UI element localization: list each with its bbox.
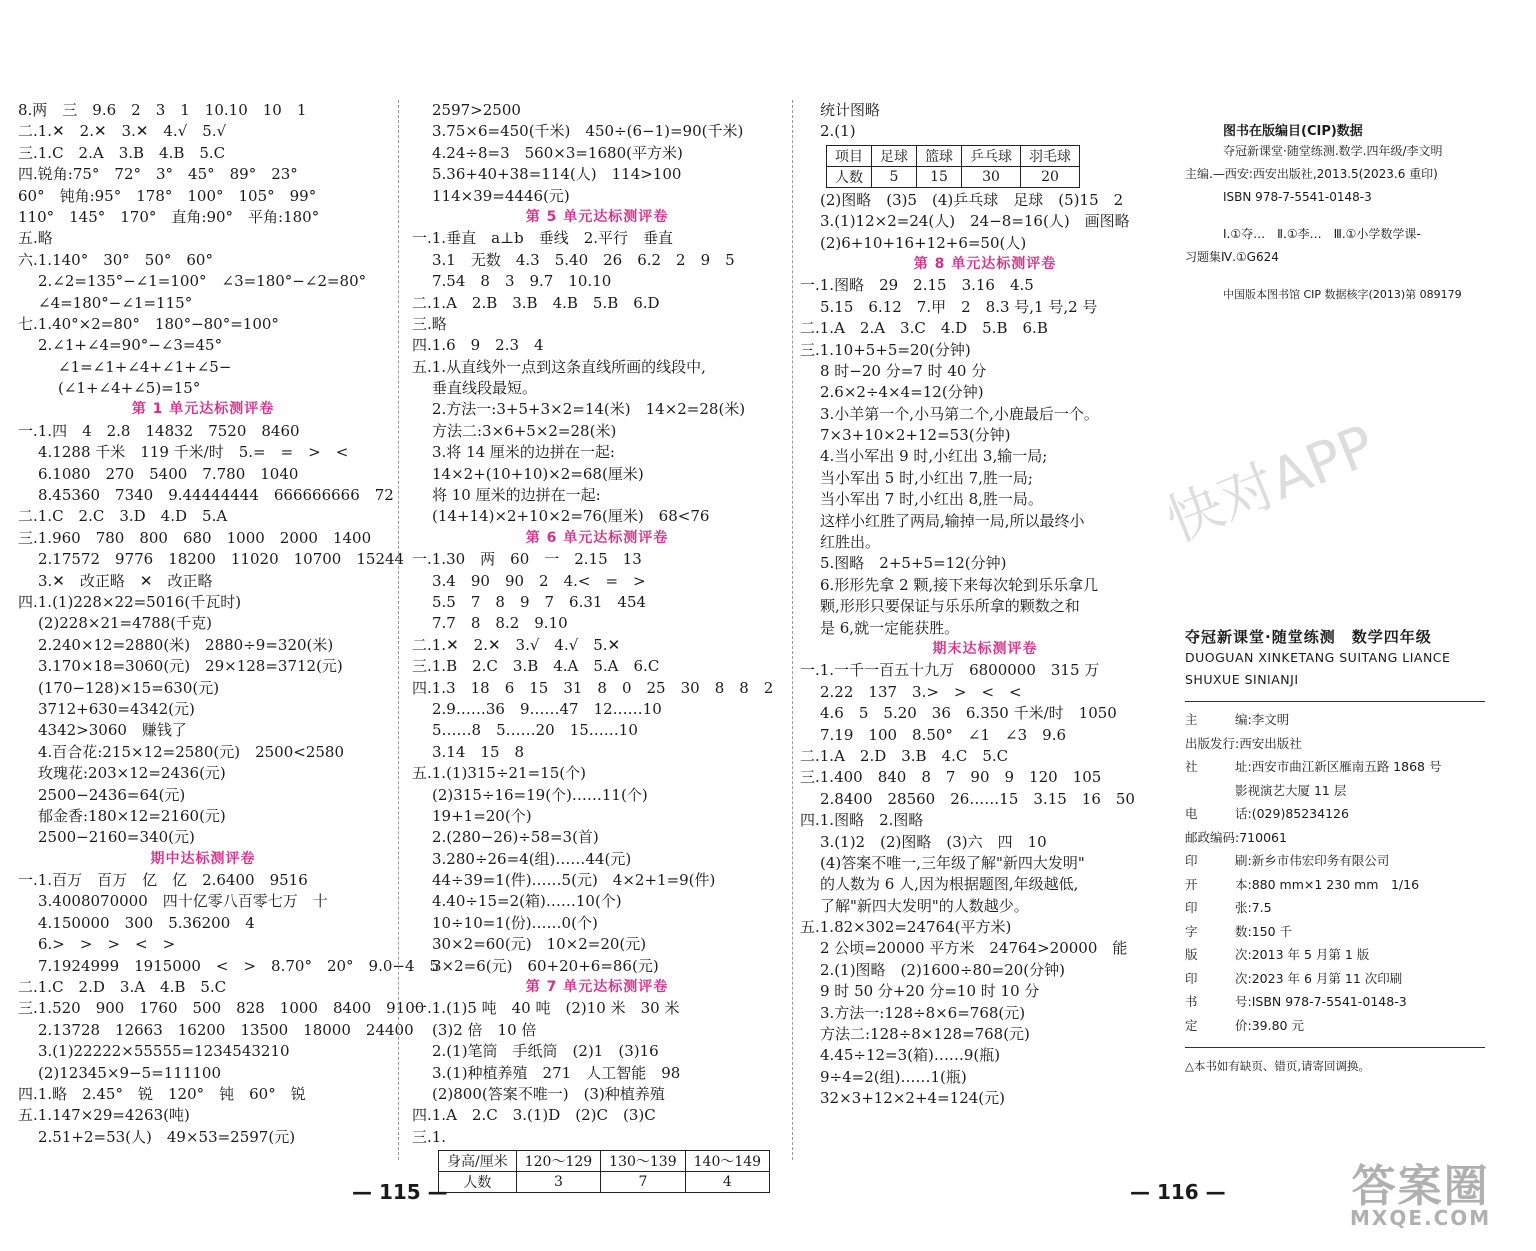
answer-line: 2.(1) xyxy=(820,122,856,141)
answer-line: 7.19 100 8.50° ∠1 ∠3 9.6 xyxy=(820,725,1067,744)
section-heading: 第 8 单元达标测评卷 xyxy=(913,255,1057,272)
imprint-row xyxy=(1185,943,1520,967)
answer-line: 七.1.40°×2=80° 180°−80°=100° xyxy=(18,314,279,333)
page-number-right: — 116 — xyxy=(1130,1180,1226,1204)
answer-line: 10÷10=1(份)……0(个) xyxy=(432,913,598,932)
imprint-row xyxy=(1185,849,1520,873)
answer-line: 五.略 xyxy=(18,229,53,248)
section-heading: 第 7 单元达标测评卷 xyxy=(525,979,669,996)
answer-line: 三.1.960 780 800 680 1000 2000 1400 xyxy=(18,528,372,547)
answer-line: (170−128)×15=630(元) xyxy=(38,678,220,697)
answer-line: 三.1.B 2.C 3.B 4.A 5.A 6.C xyxy=(412,657,660,676)
answer-line: 三.略 xyxy=(412,314,447,333)
imprint-value: 话:(029)85234126 xyxy=(1235,806,1349,821)
answer-line: 3.✕ 改正略 ✕ 改正略 xyxy=(38,571,213,590)
imprint-row xyxy=(1185,708,1520,732)
pinyin-line-1: DUOGUAN XINKETANG SUITANG LIANCE xyxy=(1185,650,1451,665)
answer-line: 2.(280−26)÷58=3(首) xyxy=(432,828,599,847)
answer-line: 统计图略 xyxy=(820,101,881,119)
answer-line: 3.(1)种植养殖 271 人工智能 98 xyxy=(432,1063,681,1082)
imprint-row xyxy=(1185,755,1520,779)
answer-line: 三.1. xyxy=(412,1127,447,1146)
answer-line: 3.4 90 90 2 4.< = > xyxy=(432,571,646,590)
imprint-rows xyxy=(1185,708,1520,1037)
answer-line: 2.(1)笔筒 手纸筒 (2)1 (3)16 xyxy=(432,1042,659,1061)
answer-line: 4.150000 300 5.36200 4 xyxy=(38,913,255,932)
answer-line: (4)答案不唯一,三年级了解"新四大发明" xyxy=(820,853,1085,872)
answer-line: 四.1.6 9 2.3 4 xyxy=(412,336,544,355)
answer-line: 9÷4=2(组)……1(瓶) xyxy=(820,1067,967,1086)
table-row xyxy=(439,1151,770,1172)
answer-line: 红胜出。 xyxy=(820,533,881,552)
answer-line: 了解"新四大发明"的人数越少。 xyxy=(820,896,1029,915)
answer-line: 8 时−20 分=7 时 40 分 xyxy=(820,361,987,380)
answer-line: 3.75×6=450(千米) 450÷(6−1)=90(千米) xyxy=(432,122,744,141)
answer-line: 五.1.82×302=24764(平方米) xyxy=(800,918,1012,937)
answer-line: 6.形形先拿 2 颗,接下来每次轮到乐乐拿几 xyxy=(820,575,1099,594)
table-cell: 项目 xyxy=(827,145,872,166)
answer-line: 2.∠1+∠4=90°−∠3=45° xyxy=(38,336,223,355)
table-cell: 5 xyxy=(872,166,917,187)
table-cell: 篮球 xyxy=(917,145,962,166)
answer-line: 6.> > > < > xyxy=(38,935,176,954)
imprint-key: 印 xyxy=(1185,853,1198,868)
answer-line: 三.1.C 2.A 3.B 4.B 5.C xyxy=(18,143,226,162)
table-cell: 乒乓球 xyxy=(962,145,1021,166)
answer-line: 三.1.10+5+5=20(分钟) xyxy=(800,340,971,359)
answer-line: 14×2+(10+10)×2=68(厘米) xyxy=(432,464,644,483)
answer-line: 二.1.C 2.C 3.D 4.D 5.A xyxy=(18,507,228,526)
answer-line: 3.14 15 8 xyxy=(432,742,525,761)
answer-line: 是 6,就一定能获胜。 xyxy=(820,618,960,637)
answer-line: 5……8 5……20 15……10 xyxy=(432,721,638,740)
answer-line: 二.1.✕ 2.✕ 3.✕ 4.√ 5.√ xyxy=(18,122,227,141)
answer-line: 五.1.147×29=4263(吨) xyxy=(18,1106,190,1125)
table-cell: 20 xyxy=(1021,166,1080,187)
answer-line: 一.1.四 4 2.8 14832 7520 8460 xyxy=(18,421,300,440)
imprint-block xyxy=(1185,626,1520,1074)
answer-line: 60° 钝角:95° 178° 100° 105° 99° xyxy=(18,186,317,205)
answer-line: 3.方法一:128÷8×6=768(元) xyxy=(820,1003,1026,1022)
table-cell: 130～139 xyxy=(601,1151,685,1172)
imprint-value: :西安出版社 xyxy=(1235,735,1302,751)
answer-line: 六.1.140° 30° 50° 60° xyxy=(18,250,213,269)
answer-line: 五.1.(1)315÷21=15(个) xyxy=(412,764,586,783)
answer-line: 3.170×18=3060(元) 29×128=3712(元) xyxy=(38,657,343,676)
answer-line: 4.6 5 5.20 36 6.350 千米/时 1050 xyxy=(820,704,1117,723)
stats-table xyxy=(826,145,1080,188)
answer-line: 4.45÷12=3(箱)……9(瓶) xyxy=(820,1046,1001,1065)
answer-line: 二.1.A 2.A 3.C 4.D 5.B 6.B xyxy=(800,319,1048,338)
answer-line: 7×3+10×2+12=53(分钟) xyxy=(820,426,1011,445)
table-cell: 4 xyxy=(685,1172,769,1193)
table-cell: 人数 xyxy=(439,1172,517,1193)
answer-line: 7.54 8 3 9.7 10.10 xyxy=(432,272,612,291)
answer-line: 3.4008070000 四十亿零八百零七万 十 xyxy=(38,892,328,911)
imprint-row xyxy=(1185,779,1520,803)
answer-line: 5.5 7 8 9 7 6.31 454 xyxy=(432,592,647,611)
answer-line: 垂直线段最短。 xyxy=(432,379,538,398)
cip-isbn: ISBN 978-7-5541-0148-3 xyxy=(1223,190,1372,204)
logo-text: 答案圈 xyxy=(1351,1161,1490,1212)
answer-line: 3.(1)2 (2)图略 (3)六 四 10 xyxy=(820,832,1047,851)
imprint-row xyxy=(1185,802,1520,826)
table-row xyxy=(439,1172,770,1193)
answer-line: 2500−2160=340(元) xyxy=(38,828,195,847)
answer-line: 3.280÷26=4(组)……44(元) xyxy=(432,849,632,868)
answer-line: 二.1.A 2.B 3.B 4.B 5.B 6.D xyxy=(412,293,660,312)
imprint-value: :710061 xyxy=(1235,829,1287,845)
answer-line: (2)315÷16=19(个)……11(个) xyxy=(432,785,648,804)
imprint-key: 开 xyxy=(1185,876,1198,892)
column-divider-1 xyxy=(398,100,399,1160)
answer-column-2 xyxy=(412,100,782,1195)
imprint-row xyxy=(1185,732,1520,756)
imprint-value: 价:39.80 元 xyxy=(1235,1017,1304,1033)
imprint-value: 址:西安市曲江新区雁南五路 1868 号 xyxy=(1235,759,1442,774)
answer-line: 3.小羊第一个,小马第二个,小鹿最后一个。 xyxy=(820,404,1099,423)
imprint-value: 号:ISBN 978-7-5541-0148-3 xyxy=(1235,994,1407,1009)
imprint-key: 版 xyxy=(1185,947,1198,962)
answer-line: (2)800(答案不唯一) (3)种植养殖 xyxy=(432,1084,665,1103)
answer-line: 2.51+2=53(人) 49×53=2597(元) xyxy=(38,1127,296,1146)
answer-line: 6.1080 270 5400 7.780 1040 xyxy=(38,464,299,483)
imprint-value: 影视演艺大厦 11 层 xyxy=(1235,782,1347,798)
table-cell: 3 xyxy=(516,1172,600,1193)
answer-line: 3.将 14 厘米的边拼在一起: xyxy=(432,443,615,462)
section-heading: 期中达标测评卷 xyxy=(150,850,256,867)
imprint-key: 书 xyxy=(1185,994,1198,1009)
cip-line: 习题集Ⅳ.①G624 xyxy=(1185,250,1279,264)
imprint-key: 字 xyxy=(1185,923,1198,939)
imprint-key: 印 xyxy=(1185,970,1198,986)
answer-line: 4.1288 千米 119 千米/时 5.= = > < xyxy=(38,443,349,462)
page-number-left: — 115 — xyxy=(352,1180,448,1204)
imprint-key: 定 xyxy=(1185,1017,1198,1033)
book-brand: 夺冠新课堂·随堂练测 数学四年级 xyxy=(1185,628,1432,646)
section-heading: 第 5 单元达标测评卷 xyxy=(525,208,669,225)
answer-line: 四.1.A 2.C 3.(1)D (2)C (3)C xyxy=(412,1106,656,1125)
imprint-key: 社 xyxy=(1185,759,1198,774)
answer-line: 4.40÷15=2(箱)……10(个) xyxy=(432,892,622,911)
answer-line: 2.6×2÷4×4=12(分钟) xyxy=(820,383,984,402)
answer-line: 5.15 6.12 7.甲 2 8.3 号,1 号,2 号 xyxy=(820,297,1098,316)
table-cell: 140～149 xyxy=(685,1151,769,1172)
imprint-key: 邮政编码 xyxy=(1185,829,1236,845)
answer-line: 一.1.(1)5 吨 40 吨 (2)10 米 30 米 xyxy=(412,999,680,1018)
answer-line: 8.两 三 9.6 2 3 1 10.10 10 1 xyxy=(18,101,307,119)
answer-line: (14+14)×2+10×2=76(厘米) 68<76 xyxy=(432,507,710,526)
answer-line: 2.8400 28560 26……15 3.15 16 50 xyxy=(820,789,1135,808)
table-row xyxy=(827,145,1080,166)
answer-line: 4.当小军出 9 时,小红出 3,输一局; xyxy=(820,447,1048,466)
imprint-value: 次:2023 年 6 月第 11 次印刷 xyxy=(1235,970,1403,986)
cip-line: 夺冠新课堂·随堂练测.数学.四年级/李文明 xyxy=(1223,144,1443,158)
answer-line: 四.1.(1)228×22=5016(千瓦时) xyxy=(18,592,242,611)
answer-line: 2500−2436=64(元) xyxy=(38,785,186,804)
answer-line: ∠4=180°−∠1=115° xyxy=(38,293,193,312)
answer-line: 3712+630=4342(元) xyxy=(38,699,195,718)
answer-line: 2.9……36 9……47 12……10 xyxy=(432,699,662,718)
pinyin-line-2: SHUXUE SINIANJI xyxy=(1185,672,1299,687)
answer-line: 2.方法一:3+5+3×2=14(米) 14×2=28(米) xyxy=(432,400,746,419)
answer-line: 2.22 137 3.> > < < xyxy=(820,682,1022,701)
answer-line: (2)12345×9−5=111100 xyxy=(38,1063,222,1082)
answer-line: 五.1.从直线外一点到这条直线所画的线段中, xyxy=(412,357,706,376)
answer-line: 4342>3060 赚钱了 xyxy=(38,721,187,740)
answer-line: 3.(1)22222×55555=1234543210 xyxy=(38,1042,290,1061)
imprint-row xyxy=(1185,990,1520,1014)
answer-line: 2.(1)图略 (2)1600÷80=20(分钟) xyxy=(820,960,1065,979)
answer-line: (2)图略 (3)5 (4)乒乓球 足球 (5)15 2 xyxy=(820,190,1124,209)
divider xyxy=(1185,701,1485,702)
answer-line: 将 10 厘米的边拼在一起: xyxy=(432,486,601,505)
answer-line: 110° 145° 170° 直角:90° 平角:180° xyxy=(18,207,320,226)
table-cell: 足球 xyxy=(872,145,917,166)
answer-line: 2.17572 9776 18200 11020 10700 15244 xyxy=(38,550,405,569)
imprint-value: 本:880 mm×1 230 mm 1/16 xyxy=(1235,876,1420,892)
answer-line: 当小军出 5 时,小红出 7,胜一局; xyxy=(820,468,1033,487)
table-cell: 120～129 xyxy=(516,1151,600,1172)
imprint-row xyxy=(1185,826,1520,850)
answer-line: 8.45360 7340 9.44444444 666666666 72 xyxy=(38,486,394,505)
answer-line: 3.(1)12×2=24(人) 24−8=16(人) 画图略 xyxy=(820,212,1130,231)
answer-line: 44÷39=1(件)……5(元) 4×2+1=9(件) xyxy=(432,871,716,890)
return-note: △本书如有缺页、错页,请寄回调换。 xyxy=(1185,1047,1485,1074)
table-cell: 人数 xyxy=(827,166,872,187)
answer-line: 二.1.C 2.D 3.A 4.B 5.C xyxy=(18,978,227,997)
imprint-row xyxy=(1185,1014,1520,1038)
answer-line: 一.1.垂直 a⊥b 垂线 2.平行 垂直 xyxy=(412,229,674,248)
answer-line: 32×3+12×2+4=124(元) xyxy=(820,1089,1005,1108)
answer-line: 三.1.520 900 1760 500 828 1000 8400 9100 xyxy=(18,999,425,1018)
answer-line: 玫瑰花:203×12=2436(元) xyxy=(38,764,226,783)
imprint-value: 次:2013 年 5 月第 1 版 xyxy=(1235,947,1370,962)
answer-line: 4.24÷8=3 560×3=1680(平方米) xyxy=(432,143,683,162)
answer-line: (∠1+∠4+∠5)=15° xyxy=(58,379,201,398)
answer-line: 二.1.A 2.D 3.B 4.C 5.C xyxy=(800,746,1009,765)
column-divider-2 xyxy=(792,100,793,1160)
stats-table xyxy=(438,1150,770,1193)
site-logo xyxy=(1350,1150,1491,1230)
answer-line: (2)6+10+16+12+6=50(人) xyxy=(820,233,1027,252)
answer-line: 一.1.图略 29 2.15 3.16 4.5 xyxy=(800,276,1034,295)
answer-line: 方法二:3×6+5×2=28(米) xyxy=(432,421,617,440)
answer-line: 四.1.3 18 6 15 31 8 0 25 30 8 8 2 xyxy=(412,678,774,697)
answer-line: 19+1=20(个) xyxy=(432,806,532,825)
imprint-key: 主 xyxy=(1185,712,1198,727)
answer-line: 一.1.30 两 60 一 2.15 13 xyxy=(412,550,642,569)
answer-line: 5.图略 2+5+5=12(分钟) xyxy=(820,554,1007,573)
answer-line: 四.1.图略 2.图略 xyxy=(800,811,924,830)
cip-number: 中国版本图书馆 CIP 数据核字(2013)第 089179 xyxy=(1223,288,1462,301)
table-cell: 羽毛球 xyxy=(1021,145,1080,166)
imprint-row xyxy=(1185,920,1520,944)
answer-line: 2.∠2=135°−∠1=100° ∠3=180°−∠2=80° xyxy=(38,272,367,291)
section-heading: 第 1 单元达标测评卷 xyxy=(131,401,275,418)
imprint-row xyxy=(1185,967,1520,991)
answer-line: 颗,形形只要保证与乐乐所拿的颗数之和 xyxy=(820,597,1080,616)
imprint-row xyxy=(1185,873,1520,897)
answer-line: 方法二:128÷8×128=768(元) xyxy=(820,1025,1030,1044)
answer-line: 的人数为 6 人,因为根据题图,年级越低, xyxy=(820,875,1079,894)
answer-line: 2597>2500 xyxy=(432,101,521,119)
cip-block xyxy=(1185,100,1520,1074)
table-cell: 30 xyxy=(962,166,1021,187)
answer-line: 9 时 50 分+20 分=10 时 10 分 xyxy=(820,982,1040,1001)
table-cell: 身高/厘米 xyxy=(439,1151,517,1172)
answer-line: 当小军出 7 时,小红出 8,胜一局。 xyxy=(820,490,1043,509)
answer-line: 三.1.400 840 8 7 90 9 120 105 xyxy=(800,768,1102,787)
imprint-value: 数:150 千 xyxy=(1235,923,1293,939)
answer-line: 一.1.百万 百万 亿 亿 2.6400 9516 xyxy=(18,871,308,890)
answer-line: 这样小红胜了两局,输掉一局,所以最终小 xyxy=(820,511,1085,530)
answer-line: 一.1.一千一百五十九万 6800000 315 万 xyxy=(800,661,1100,680)
answer-line: 30×2=60(元) 10×2=20(元) xyxy=(432,935,647,954)
table-cell: 15 xyxy=(917,166,962,187)
logo-domain: MXQE.COM xyxy=(1350,1206,1492,1230)
answer-line: 7.7 8 8.2 9.10 xyxy=(432,614,568,633)
imprint-key xyxy=(1185,779,1235,803)
imprint-key: 电 xyxy=(1185,806,1198,821)
cip-heading: 图书在版编目(CIP)数据 xyxy=(1223,124,1363,139)
answer-line: 3.1 无数 4.3 5.40 26 6.2 2 9 5 xyxy=(432,250,735,269)
answer-line: 3×2=6(元) 60+20+6=86(元) xyxy=(432,956,659,975)
answer-line: 114×39=4446(元) xyxy=(432,186,570,205)
answer-line: 7.1924999 1915000 < > 8.70° 20° 9.0−4 5 xyxy=(38,956,440,975)
answer-line: 二.1.✕ 2.✕ 3.√ 4.√ 5.✕ xyxy=(412,635,621,654)
table-cell: 7 xyxy=(601,1172,685,1193)
imprint-key: 印 xyxy=(1185,900,1198,915)
imprint-value: 张:7.5 xyxy=(1235,900,1272,915)
imprint-row xyxy=(1185,896,1520,920)
table-row xyxy=(827,166,1080,187)
watermark: 快对APP xyxy=(1157,413,1384,556)
imprint-value: 编:李文明 xyxy=(1235,712,1290,727)
answer-line: 2 公顷=20000 平方米 24764>20000 能 xyxy=(820,939,1128,958)
answer-line: ∠1=∠1+∠4+∠1+∠5− xyxy=(58,357,232,376)
answer-line: 2.240×12=2880(米) 2880÷9=320(米) xyxy=(38,635,334,654)
answer-line: 郁金香:180×12=2160(元) xyxy=(38,806,226,825)
cip-line: 主编.—西安:西安出版社,2013.5(2023.6 重印) xyxy=(1185,167,1438,181)
answer-line: (3)2 倍 10 倍 xyxy=(432,1020,537,1039)
imprint-value: 刷:新乡市伟宏印务有限公司 xyxy=(1235,853,1390,868)
answer-line: (2)228×21=4788(千克) xyxy=(38,614,212,633)
section-heading: 期末达标测评卷 xyxy=(932,640,1038,657)
imprint-key: 出版发行 xyxy=(1185,735,1236,751)
answer-line: 2.13728 12663 16200 13500 18000 24400 xyxy=(38,1020,414,1039)
answer-line: 5.36+40+38=114(人) 114>100 xyxy=(432,165,682,184)
answer-column-3 xyxy=(800,100,1170,1110)
answer-line: 四.锐角:75° 72° 3° 45° 89° 23° xyxy=(18,165,298,184)
answer-line: 四.1.略 2.45° 锐 120° 钝 60° 锐 xyxy=(18,1084,306,1103)
answer-line: 4.百合花:215×12=2580(元) 2500<2580 xyxy=(38,742,345,761)
cip-line: Ⅰ.①夺… Ⅱ.①李… Ⅲ.①小学数学课- xyxy=(1223,227,1421,241)
section-heading: 第 6 单元达标测评卷 xyxy=(525,529,669,546)
